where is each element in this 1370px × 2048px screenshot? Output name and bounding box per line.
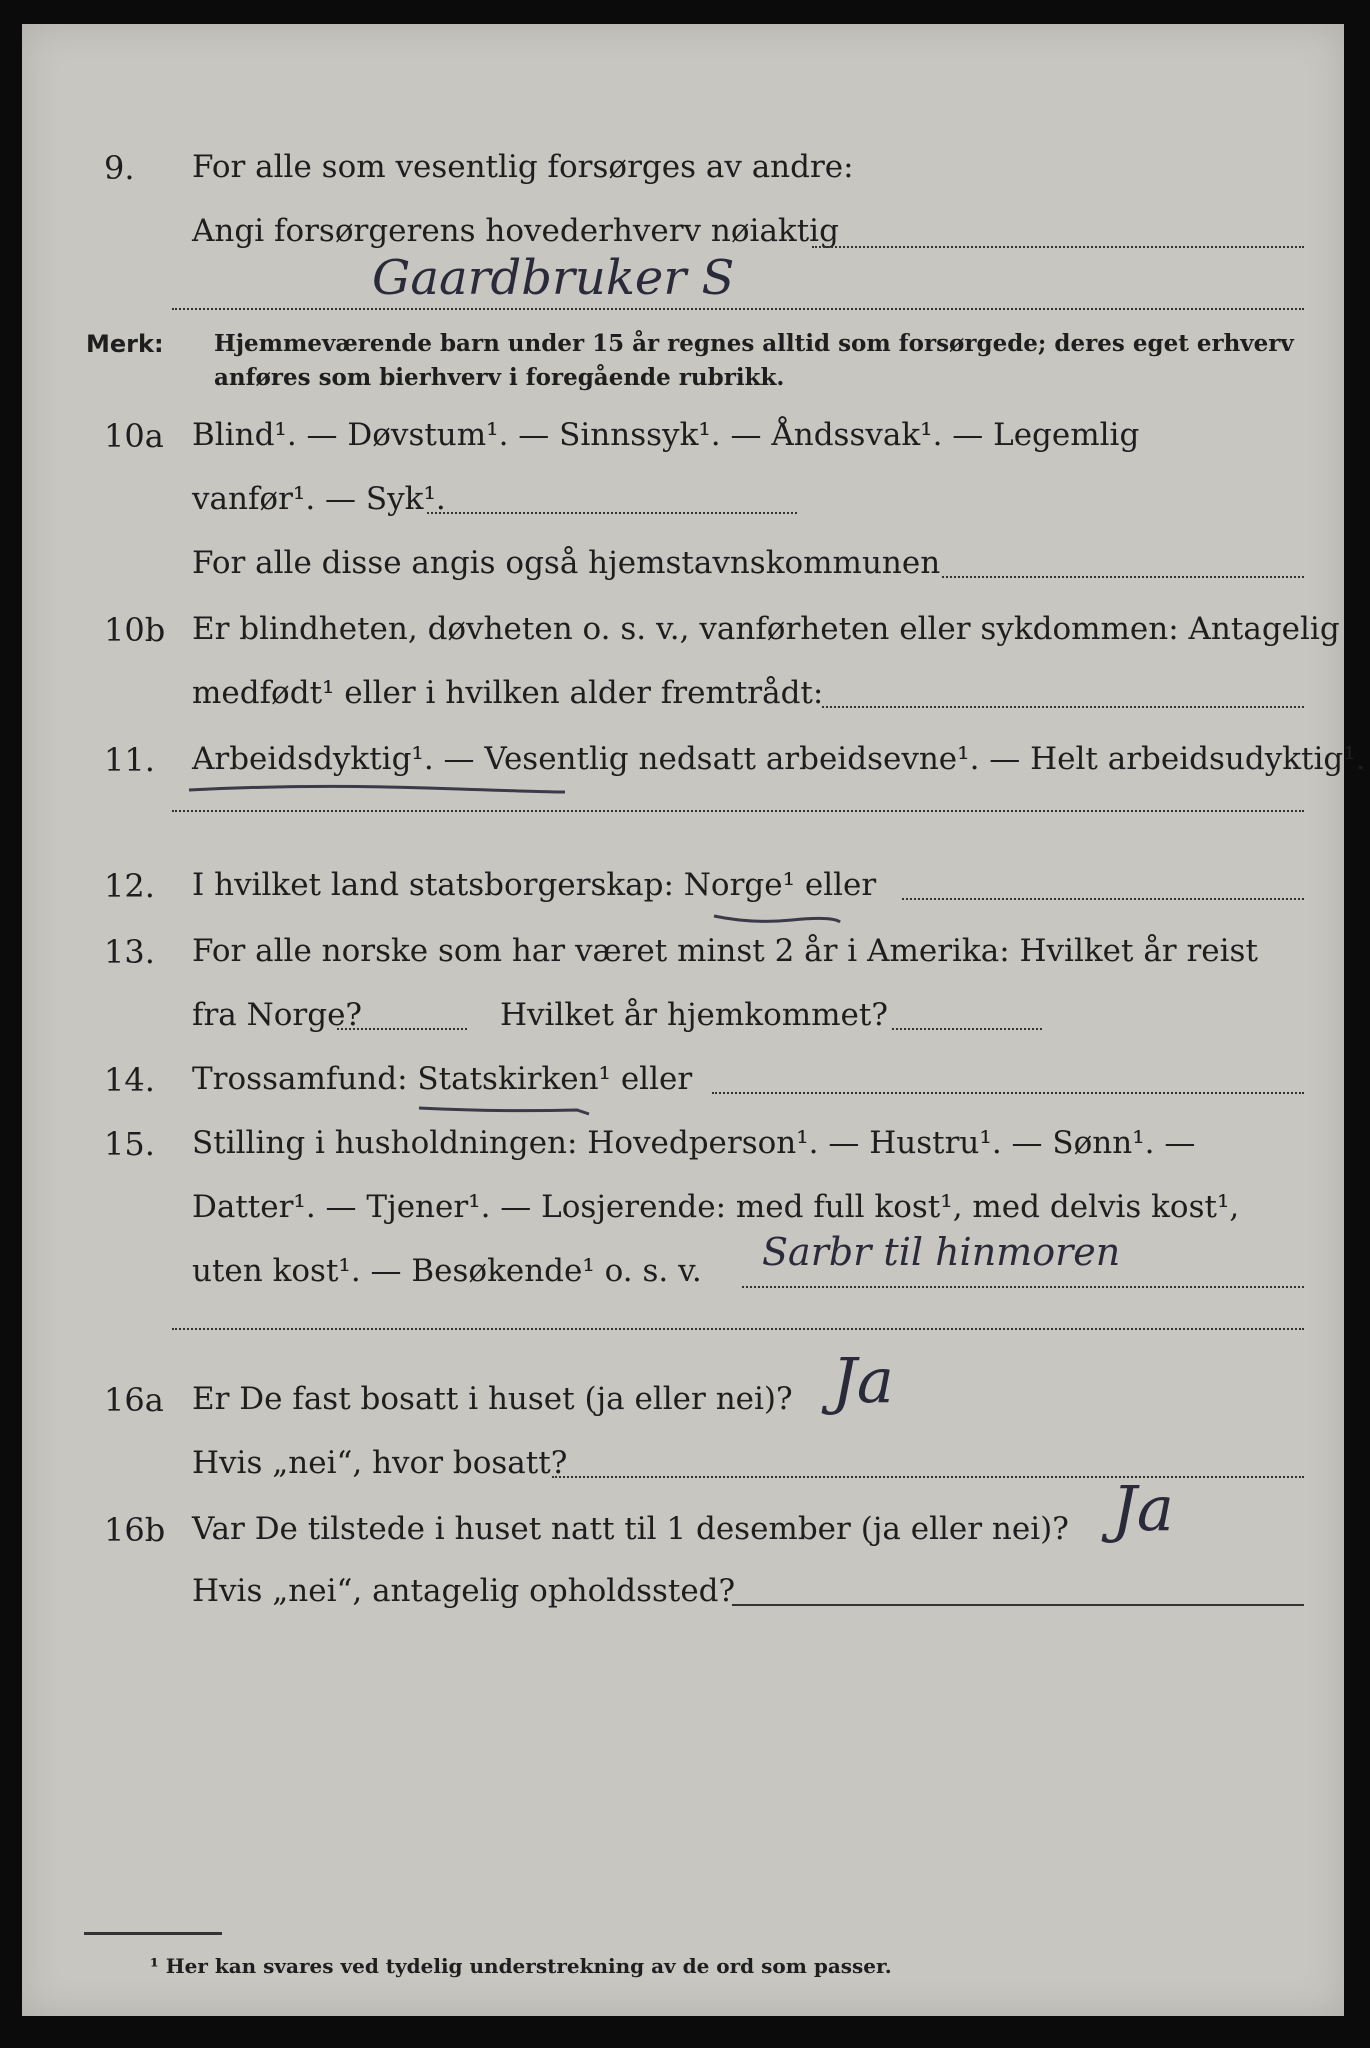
q10a-fill-line2 xyxy=(427,512,797,514)
q15-text-line1: Stilling i husholdningen: Hovedperson¹. — Hustru¹. — Sønn¹. — xyxy=(192,1125,1196,1161)
q15-number: 15. xyxy=(104,1125,155,1163)
footnote-rule xyxy=(84,1932,222,1935)
merk-text-line2: anføres som bierhverv i foregående rubrikk. xyxy=(214,364,785,391)
q9-fill-line2 xyxy=(172,308,1304,310)
q10b-text-line1: Er blindheten, døvheten o. s. v., vanførheten eller sykdommen: Antagelig xyxy=(192,611,1340,647)
q16a-fill-line xyxy=(552,1476,1304,1478)
q11-underline-mark xyxy=(187,780,567,800)
q11-text-line1: Arbeidsdyktig¹. — Vesentlig nedsatt arbeidsevne¹. — Helt arbeidsudyktig¹. xyxy=(192,741,1366,777)
q16b-text-line2: Hvis „nei“, antagelig opholdssted? xyxy=(192,1573,736,1609)
q12-number: 12. xyxy=(104,867,155,905)
q9-handwritten-answer: Gaardbruker S xyxy=(372,250,735,306)
q9-fill-line1 xyxy=(812,246,1304,248)
q10a-text-line2: vanfør¹. — Syk¹. xyxy=(192,481,446,517)
q11-fill-line xyxy=(172,810,1304,812)
q15-fill-line2 xyxy=(172,1328,1304,1330)
q10b-fill-line xyxy=(822,706,1304,708)
q15-text-line2: Datter¹. — Tjener¹. — Losjerende: med full kost¹, med delvis kost¹, xyxy=(192,1189,1240,1225)
q15-handwritten-answer: Sarbr til hinmoren xyxy=(762,1230,1121,1274)
q16a-text-line2: Hvis „nei“, hvor bosatt? xyxy=(192,1445,568,1481)
q13-text-line2b: Hvilket år hjemkommet? xyxy=(500,997,888,1033)
q15-text-line3: uten kost¹. — Besøkende¹ o. s. v. xyxy=(192,1253,702,1289)
q13-text-line1: For alle norske som har været minst 2 år i Amerika: Hvilket år reist xyxy=(192,933,1258,969)
q12-underline-mark xyxy=(712,910,842,930)
merk-text-line1: Hjemmeværende barn under 15 år regnes alltid som forsørgede; deres eget erhverv xyxy=(214,330,1294,357)
q10b-text-line2: medfødt¹ eller i hvilken alder fremtrådt: xyxy=(192,675,824,711)
q14-number: 14. xyxy=(104,1061,155,1099)
q9-text-line1: For alle som vesentlig forsørges av andre: xyxy=(192,149,854,185)
q13-fill-left xyxy=(337,1028,467,1030)
q16a-text-line1: Er De fast bosatt i huset (ja eller nei)? xyxy=(192,1381,793,1417)
q10a-number: 10a xyxy=(104,417,164,455)
q10b-number: 10b xyxy=(104,611,166,649)
q14-underline-mark xyxy=(417,1102,592,1118)
q15-fill-line1 xyxy=(742,1286,1304,1288)
q16b-text-line1: Var De tilstede i huset natt til 1 desember (ja eller nei)? xyxy=(192,1511,1069,1547)
q10a-text-line3: For alle disse angis også hjemstavnskommunen xyxy=(192,545,941,581)
q16b-fill-line xyxy=(732,1604,1304,1606)
q9-text-line2: Angi forsørgerens hovederhverv nøiaktig xyxy=(192,213,839,249)
q16b-number: 16b xyxy=(104,1511,166,1549)
merk-label: Merk: xyxy=(86,330,164,358)
q12-text-line1: I hvilket land statsborgerskap: Norge¹ eller xyxy=(192,867,877,903)
q14-fill-line xyxy=(712,1092,1304,1094)
census-form-page xyxy=(22,24,1366,2016)
q10a-text-line1: Blind¹. — Døvstum¹. — Sinnssyk¹. — Åndssvak¹. — Legemlig xyxy=(192,417,1140,453)
q13-number: 13. xyxy=(104,933,155,971)
q13-fill-right xyxy=(892,1028,1042,1030)
q13-text-line2a: fra Norge? xyxy=(192,997,363,1033)
q10a-fill-line3 xyxy=(942,576,1304,578)
q11-number: 11. xyxy=(104,741,155,779)
q16b-handwritten-answer: Ja xyxy=(1112,1472,1174,1545)
q16a-number: 16a xyxy=(104,1381,164,1419)
footnote-text: ¹ Her kan svares ved tydelig understrekning av de ord som passer. xyxy=(150,1954,892,1978)
q9-number: 9. xyxy=(104,149,135,187)
q14-text-line1: Trossamfund: Statskirken¹ eller xyxy=(192,1061,693,1097)
q16a-handwritten-answer: Ja xyxy=(832,1344,894,1417)
q12-fill-line xyxy=(902,898,1304,900)
